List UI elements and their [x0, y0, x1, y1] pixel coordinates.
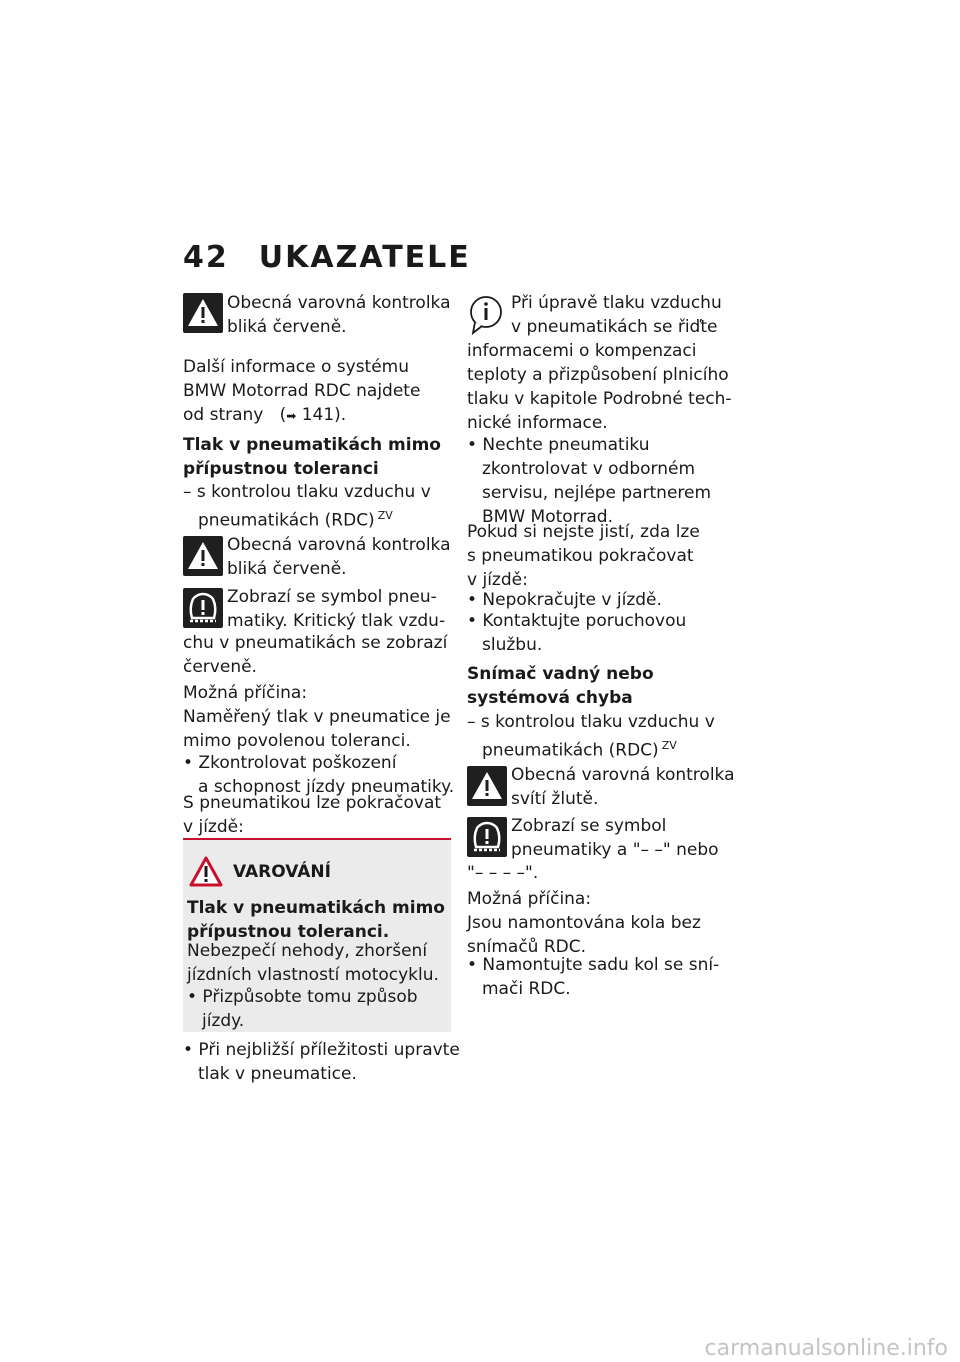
right-p2: Pokud si nejste jistí, zda lze s pneumatikou pokračovat v jízdě: — [467, 522, 700, 590]
warning-label: VAROVÁNÍ — [233, 862, 331, 882]
footer-watermark: carmanualsonline.info — [704, 1336, 948, 1361]
left-p1: Obecná varovná kontrolka bliká červeně. — [227, 293, 451, 337]
right-bullet-1: • Nechte pneumatiku zkontrolovat v odborném servisu, nejlépe partnerem BMW Motorrad. — [467, 435, 712, 527]
right-p4-a: Zobrazí se symbol pneumatiky a "– –" nebo — [511, 816, 719, 860]
warning-bullet: • Přizpůsobte tomu způsob jízdy. — [187, 987, 418, 1031]
right-bullet-2: • Nepokračujte v jízdě. — [467, 590, 662, 610]
info-icon — [467, 293, 505, 335]
warning-triangle-icon — [183, 536, 223, 576]
warning-title: Tlak v pneumatikách mimo přípustnou toleranci. — [187, 898, 445, 942]
tire-pressure-icon — [183, 588, 223, 628]
right-p1-b: informacemi o kompenzaci teploty a přizpůsobení plnicího tlaku v kapitole Podrobné tech- nické informace. — [467, 341, 732, 433]
left-p3: Obecná varovná kontrolka bliká červeně. — [227, 535, 451, 579]
right-p5: Možná příčina: Jsou namontována kola bez snímačů RDC. — [467, 889, 701, 957]
left-heading-1: Tlak v pneumatikách mimo přípustnou toleranci — [183, 435, 441, 479]
warning-triangle-icon — [467, 766, 507, 806]
warning-text: Nebezpečí nehody, zhoršení jízdních vlastností motocyklu. — [187, 941, 439, 985]
warning-box — [183, 838, 451, 1032]
page-header — [183, 240, 471, 275]
warning-triangle-icon — [183, 293, 223, 333]
left-p4-a: Zobrazí se symbol pneu- matiky. Kritický tlak vzdu- — [227, 587, 446, 631]
left-bullet-2: • Při nejbližší příležitosti upravte tlak v pneumatice. — [183, 1040, 460, 1084]
tire-pressure-icon — [467, 817, 507, 857]
page-number: 42 — [183, 240, 229, 275]
page-reference-link[interactable]: 141). — [301, 405, 347, 425]
left-p4-b: chu v pneumatikách se zobrazí červeně. — [183, 633, 448, 677]
right-heading-1: Snímač vadný nebo systémová chyba — [467, 664, 654, 708]
warning-triangle-icon — [189, 856, 223, 892]
right-bullet-3: • Kontaktujte poruchovou službu. — [467, 611, 687, 655]
page-title: UKAZATELE — [258, 240, 471, 275]
left-p2: Další informace o systému BMW Motorrad RDC najdete od strany (➡ 141). — [183, 357, 421, 425]
left-p5: Možná příčina: Naměřený tlak v pneumatice je mimo povolenou toleranci. — [183, 683, 451, 751]
page-reference-arrow-icon: ➡ — [286, 409, 297, 423]
left-dash-item: – s kontrolou tlaku vzduchu v pneumatikách (RDC) $^{ZV}$ — [183, 482, 431, 531]
left-bullet-1: • Zkontrolovat poškození a schopnost jízdy pneumatiky. — [183, 753, 455, 797]
right-p1-a: Při úpravě tlaku vzduchu v pneumatikách se řiďte — [511, 293, 722, 337]
right-p3: Obecná varovná kontrolka svítí žlutě. — [511, 765, 735, 809]
right-dash-item: – s kontrolou tlaku vzduchu v pneumatikách (RDC) $^{ZV}$ — [467, 712, 715, 761]
left-p6: S pneumatikou lze pokračovat v jízdě: — [183, 793, 442, 837]
right-p4-b: "– – – –". — [467, 863, 539, 883]
right-bullet-4: • Namontujte sadu kol se sní- mači RDC. — [467, 955, 720, 999]
